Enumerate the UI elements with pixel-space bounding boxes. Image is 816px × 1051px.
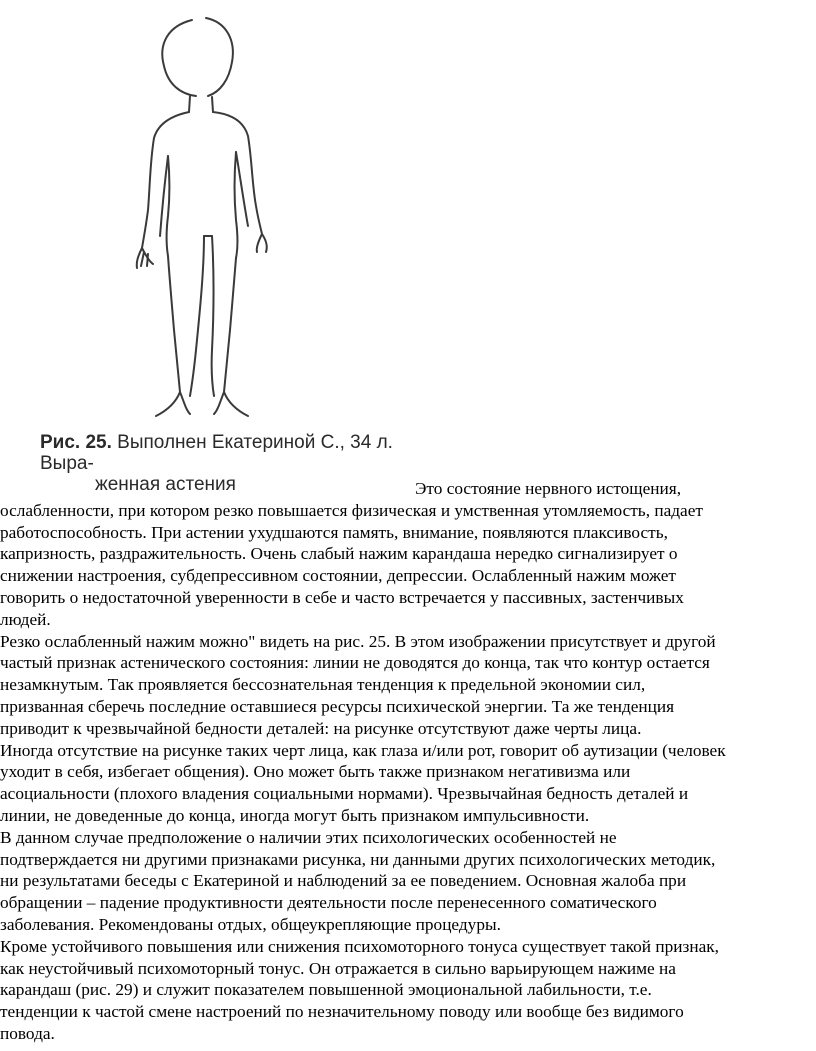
text-line: людей. [0,609,51,629]
caption-line-1: Выполнен Екатериной С., 34 л. Выра- [40,432,393,474]
caption-label: Рис. 25. [40,432,112,453]
text-line: ослабленности, при котором резко повышается физическая и умственная утомляемость, падает [0,500,703,520]
text-line: Резко ослабленный нажим можно" видеть на рис. 25. В этом изображении присутствует и другой [0,631,716,651]
paragraph-case-notes [0,827,816,936]
text-line: линии, не доведенные до конца, иногда могут быть признаком импульсивности. [0,805,590,825]
head-outline-right [206,18,233,96]
paragraph-weak-pressure [0,631,816,740]
text-line: Это состояние нервного истощения, [415,479,682,498]
text-line: как неустойчивый психомоторный тонус. Он отражается в сильно варьирующем нажиме на [0,958,676,978]
text-line: уходит в себя, избегает общения). Оно может быть также признаком негативизма или [0,762,631,782]
text-line: работоспособность. При астении ухудшаются память, внимание, появляются плаксивость, [0,522,668,542]
caption-line-2: женная астения [95,474,236,495]
text-line: частый признак астенического состояния: линии не доводятся до конца, так что контур остается [0,653,710,673]
text-line: тенденции к частой смене настроений по незначительному поводу или вообще без видимого [0,1002,684,1022]
neck-left [189,96,190,112]
text-line: обращении – падение продуктивности деятельности после перенесенного соматического [0,893,657,913]
neck-right [212,97,213,112]
text-line: говорить о недостаточной уверенности в себе и часто встречается у пассивных, застенчивых [0,587,684,607]
text-line: В данном случае предположение о наличии этих психологических особенностей не [0,827,617,847]
right-leg-inner [212,236,214,396]
text-line: повода. [0,1023,55,1043]
paragraph-unstable-tonus [0,936,816,1045]
right-hand [257,234,267,252]
text-line: незамкнутым. Так проявляется бессознательная тенденция к предельной экономии сил, [0,675,646,695]
left-leg-inner [190,236,204,396]
right-leg-outer [224,258,236,392]
human-figure-drawing [0,0,410,430]
text-line: снижении настроения, субдепрессивном состоянии, депрессии. Ослабленный нажим может [0,566,676,586]
left-hand [137,248,153,268]
text-line: заболевания. Рекомендованы отдых, общеукрепляющие процедуры. [0,914,501,934]
right-foot [214,392,248,416]
torso-right [235,152,238,258]
text-line: ни результатами беседы с Екатериной и наблюдений за ее поведением. Основная жалоба при [0,871,687,891]
text-line: карандаш (рис. 29) и служит показателем повышенной эмоциональной лабильности, т.е. [0,980,652,1000]
right-arm-inner [236,152,248,226]
text-line: капризность, раздражительность. Очень слабый нажим карандаша нередко сигнализирует о [0,544,678,564]
left-leg-outer [168,256,180,392]
text-line: Иногда отсутствие на рисунке таких черт лица, как глаза и/или рот, говорит об аутизации (человек [0,740,726,760]
paragraph-face-features [0,740,816,827]
right-arm-outer [213,112,262,234]
text-line: призванная сберечь последние оставшиеся ресурсы психической энергии. Та же тенденция [0,696,675,716]
figure-25 [0,0,410,495]
left-foot [156,392,190,416]
text-line: подтверждается ни другими признаками рисунка, ни данными других психологических методик, [0,849,716,869]
text-line: приводит к чрезвычайной бедности деталей: на рисунке отсутствуют даже черты лица. [0,718,642,738]
text-line: асоциальности (плохого владения социальными нормами). Чрезвычайная бедность деталей и [0,784,689,804]
body-text [0,478,816,1045]
text-line: Кроме устойчивого повышения или снижения психомоторного тонуса существует такой признак, [0,936,719,956]
head-outline [162,20,196,96]
paragraph-astenia-definition [0,478,816,631]
